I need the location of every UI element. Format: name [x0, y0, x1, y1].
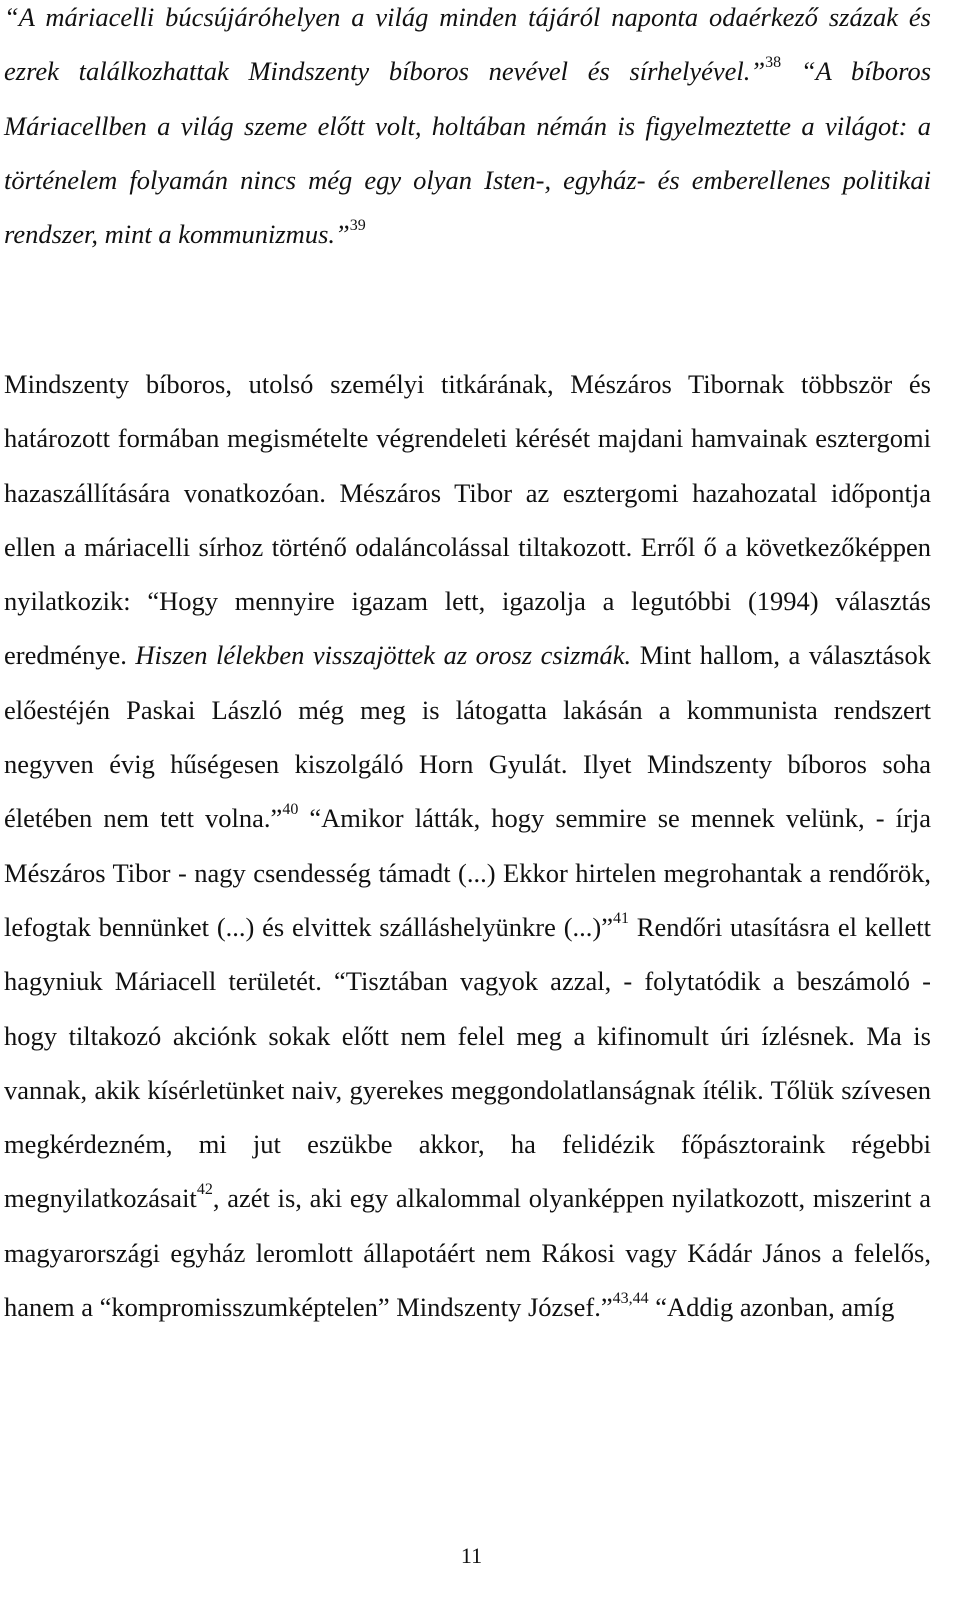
body-text: “Amikor látták, hogy semmire se mennek velünk, - írja Mészáros Tibor - nagy csendesség támadt (...) Ekkor hirtelen megrohantak a rendőrök, lefogtak bennünket (...) és elvittek szálláshelyünkre (...)” — [4, 803, 931, 942]
body-text: Mint hallom, a választások előestéjén Paskai László még meg is látogatta lakásán a kommunista rendszert negyven évig hűségesen kiszolgáló Horn Gyulát. Ilyet Mindszenty bíboros soha életében nem tett volna.” — [4, 640, 931, 834]
footnote-ref-38: 38 — [765, 54, 782, 72]
body-paragraph — [4, 357, 931, 1334]
footnote-ref-41: 41 — [613, 909, 629, 927]
body-text: , azét is, aki egy alkalommal olyanképpen nyilatkozott, miszerint a magyarországi egyház leromlott állapotáért nem Rákosi vagy Kádár János a felelős, hanem a “kompromisszumképtelen” Mindszenty József.” — [4, 1183, 931, 1323]
page-number: 11 — [460, 1543, 483, 1568]
footnote-ref-43-44: 43,44 — [612, 1290, 649, 1308]
footnote-ref-39: 39 — [349, 217, 366, 235]
footnote-ref-42: 42 — [196, 1181, 213, 1199]
body-text: Mindszenty bíboros, utolsó személyi titkárának, Mészáros Tibornak többször és határozott formában megismételte végrendeleti kérését majdani hamvainak esztergomi hazaszállítására vonatkozóan. Mészáros Tibor az esztergomi hazahozatal időpontja ellen a máriacelli sírhoz történő odaláncolással tiltakozott. Erről ő a következőképpen nyilatkozik: “Hogy mennyire igazam lett, igazolja a legutóbbi (1994) választás eredménye. — [4, 369, 931, 671]
footnote-ref-40: 40 — [282, 801, 299, 819]
quote-paragraph — [4, 0, 931, 261]
quote-text: “A bíboros Máriacellben a világ szeme előtt volt, holtában némán is figyelmeztette a világot: a történelem folyamán nincs még egy olyan Isten-, egyház- és emberellenes politikai rendszer, mint a kommunizmus.” — [4, 56, 932, 250]
body-text: Rendőri utasításra el kellett hagyniuk Máriacell területét. “Tisztában vagyok azzal, - folytatódik a beszámoló - hogy tiltakozó akciónk sokak előtt nem felel meg a kifinomult úri ízlésnek. Ma is vannak, akik kísérletünket naiv, gyerekes meggondolatlanságnak ítélik. Tőlük szívesen megkérdezném, mi jut eszükbe akkor, ha felidézik főpásztoraink régebbi megnyilatkozásait — [4, 911, 932, 1214]
italic-quote: Hiszen lélekben visszajöttek az orosz csizmák. — [135, 640, 632, 671]
body-text: “Addig azonban, amíg — [648, 1292, 895, 1323]
quote-text: “A máriacelli búcsújáróhelyen a világ minden tájáról naponta odaérkező százak és ezrek találkozhattak Mindszenty bíboros nevével és sírhelyével.” — [4, 2, 931, 87]
